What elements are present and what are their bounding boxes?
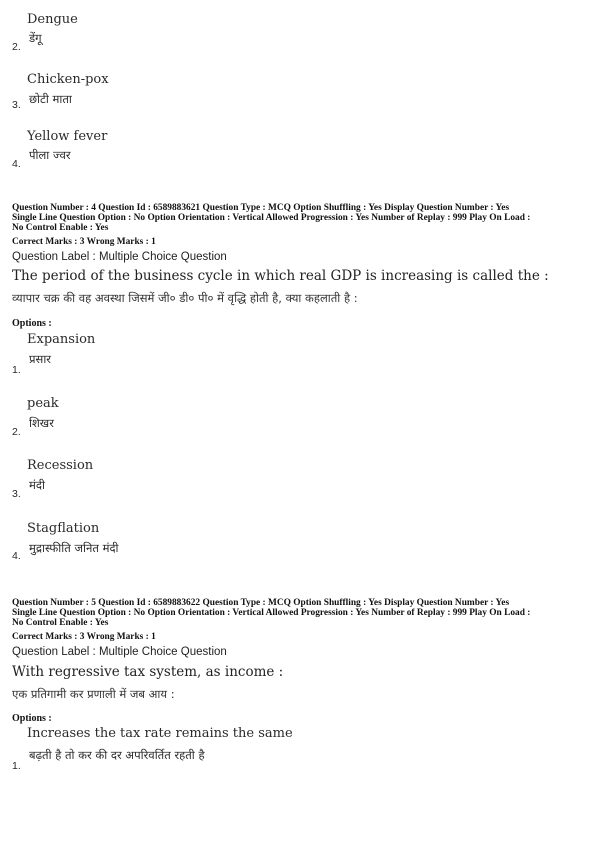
option-number: 1. (12, 364, 21, 376)
option-text-en: Dengue (27, 12, 78, 27)
option-number: 4. (12, 158, 21, 170)
option-text-en: Recession (27, 458, 94, 473)
option-text-hi: प्रसार (29, 352, 51, 366)
option-number: 3. (12, 488, 21, 500)
question-meta-line: No Control Enable : Yes (12, 618, 109, 628)
question-text-hi: एक प्रतिगामी कर प्रणाली में जब आय : (12, 687, 175, 701)
option-text-hi: मंदी (29, 478, 45, 492)
option-number: 1. (12, 760, 21, 772)
question-meta-line: Single Line Question Option : No Option Orientation : Vertical Allowed Progression : Yes Number of Replay : 999 Play On Load : (12, 213, 531, 223)
option-text-en: peak (27, 396, 59, 411)
option-text-hi: छोटी माता (29, 92, 72, 106)
option-text-en: Increases the tax rate remains the same (27, 726, 293, 741)
question-text-en: The period of the business cycle in which real GDP is increasing is called the : (12, 268, 549, 284)
question-label: Question Label : Multiple Choice Question (12, 251, 227, 263)
options-heading: Options : (12, 713, 52, 724)
question-meta-line: Question Number : 4 Question Id : 6589883621 Question Type : MCQ Option Shuffling : Yes Display Question Number : Yes (12, 203, 510, 213)
question-meta-line: Single Line Question Option : No Option Orientation : Vertical Allowed Progression : Yes Number of Replay : 999 Play On Load : (12, 608, 531, 618)
option-text-en: Stagflation (27, 521, 100, 536)
option-text-hi: बढ़ती है तो कर की दर अपरिवर्तित रहती है (29, 748, 205, 762)
question-text-hi: व्यापार चक्र की वह अवस्था जिसमें जी० डी० पी० में वृद्धि होती है, क्या कहलाती है : (12, 291, 358, 305)
options-heading: Options : (12, 318, 52, 329)
option-text-hi: शिखर (29, 416, 54, 430)
option-number: 2. (12, 41, 21, 53)
option-number: 4. (12, 550, 21, 562)
question-meta-line: No Control Enable : Yes (12, 223, 109, 233)
option-text-en: Expansion (27, 332, 96, 347)
question-meta-line: Question Number : 5 Question Id : 6589883622 Question Type : MCQ Option Shuffling : Yes Display Question Number : Yes (12, 598, 510, 608)
option-text-en: Yellow fever (27, 129, 108, 144)
option-text-hi: मुद्रास्फीति जनित मंदी (29, 541, 119, 555)
question-marks: Correct Marks : 3 Wrong Marks : 1 (12, 632, 156, 642)
option-text-en: Chicken-pox (27, 72, 109, 87)
option-number: 2. (12, 426, 21, 438)
question-label: Question Label : Multiple Choice Question (12, 646, 227, 658)
question-marks: Correct Marks : 3 Wrong Marks : 1 (12, 237, 156, 247)
option-number: 3. (12, 99, 21, 111)
option-text-hi: पीला ज्वर (29, 148, 71, 162)
question-text-en: With regressive tax system, as income : (12, 664, 284, 680)
option-text-hi: डेंगू (29, 31, 42, 45)
